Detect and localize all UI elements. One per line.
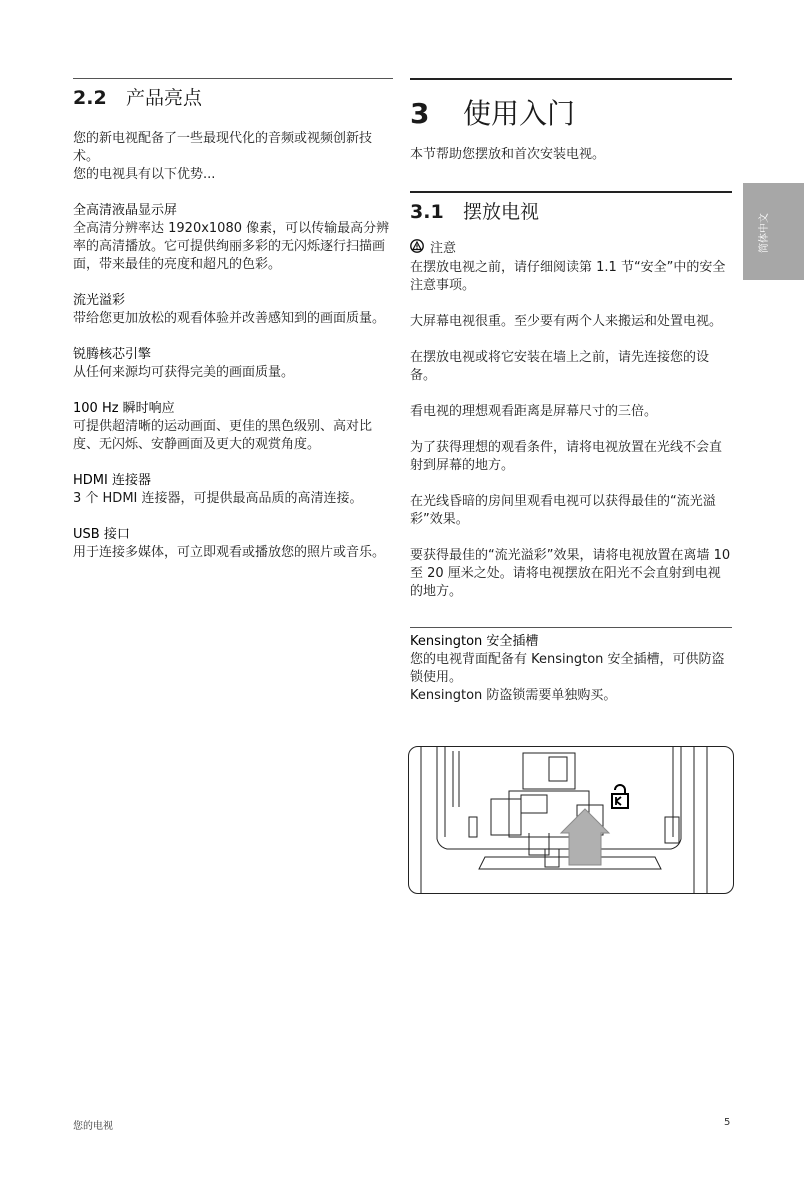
language-label: 简体中文 [759,213,770,253]
placement-paragraph: 在光线昏暗的房间里观看电视可以获得最佳的“流光溢彩”效果。 [410,494,716,527]
feature-title: USB 接口 [73,527,130,542]
chapter-intro: 本节帮助您摆放和首次安装电视。 [410,147,606,162]
feature-title: 100 Hz 瞬时响应 [73,401,175,416]
feature-body: 全高清分辨率达 1920x1080 像素，可以传输最高分辨率的高清播放。它可提供绚丽多彩的无闪烁逐行扫描画面，带来最佳的亮度和超凡的色彩。 [73,221,390,272]
kensington-body: Kensington 防盗锁需要单独购买。 [410,688,617,703]
tv-rear-drawing [409,747,733,893]
left-column [73,78,393,562]
kensington-lock-icon [612,785,628,808]
feature-title: 锐腾核芯引擎 [73,347,152,362]
note-label: 注意 [430,241,457,256]
placement-paragraph: 要获得最佳的“流光溢彩”效果，请将电视放置在离墙 10 至 20 厘米之处。请将电视摆放在阳光不会直射到电视的地方。 [410,548,731,599]
placement-paragraph: 在摆放电视或将它安装在墙上之前，请先连接您的设备。 [410,350,710,383]
feature-title: HDMI 连接器 [73,473,151,488]
intro-paragraph: 您的新电视配备了一些最现代化的音频或视频创新技术。 [73,131,373,164]
placement-paragraph: 看电视的理想观看距离是屏幕尺寸的三倍。 [410,404,658,419]
feature-title: 全高清液晶显示屏 [73,203,178,218]
warning-icon [410,239,424,259]
note-heading [410,239,732,259]
kensington-illustration [408,746,734,894]
right-column [410,78,732,705]
page-number: 5 [724,1117,731,1128]
subsection-title: 摆放电视 [463,201,540,223]
feature-body: 3 个 HDMI 连接器，可提供最高品质的高清连接。 [73,491,363,506]
feature-body: 从任何来源均可获得完美的画面质量。 [73,365,295,380]
chapter-title: 使用入门 [463,97,576,130]
section-heading [73,79,393,110]
note-body: 在摆放电视之前，请仔细阅读第 1.1 节“安全”中的安全注意事项。 [410,260,726,293]
chapter-heading [410,80,732,132]
feature-body: 可提供超清晰的运动画面、更佳的黑色级别、高对比度、无闪烁、安静画面及更大的观赏角度。 [73,419,373,452]
language-tab [743,183,804,280]
feature-body: 用于连接多媒体，可立即观看或播放您的照片或音乐。 [73,545,386,560]
footer-title: 您的电视 [73,1121,113,1132]
subsection-number: 3.1 [410,201,444,223]
section-title: 产品亮点 [126,87,203,109]
chapter-number: 3 [410,97,430,130]
kensington-title: Kensington 安全插槽 [410,634,539,649]
placement-paragraph: 为了获得理想的观看条件，请将电视放置在光线不会直射到屏幕的地方。 [410,440,723,473]
section-number: 2.2 [73,87,107,109]
subsection-heading [410,193,732,224]
intro-paragraph: 您的电视具有以下优势... [73,167,216,182]
kensington-body: 您的电视背面配备有 Kensington 安全插槽，可供防盗锁使用。 [410,652,725,685]
placement-paragraph: 大屏幕电视很重。至少要有两个人来搬运和处置电视。 [410,314,723,329]
feature-title: 流光溢彩 [73,293,126,308]
feature-body: 带给您更加放松的观看体验并改善感知到的画面质量。 [73,311,386,326]
